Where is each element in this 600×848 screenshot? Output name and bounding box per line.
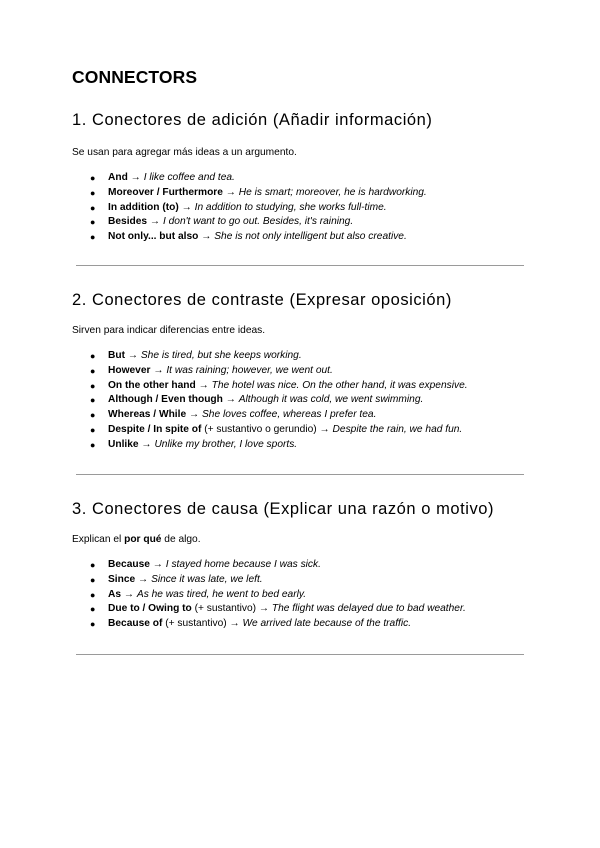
section-divider xyxy=(76,474,524,475)
bullet-icon: ● xyxy=(90,560,96,570)
list-item: ● Whereas / While → She loves coffee, whereas I prefer tea. xyxy=(72,408,468,423)
bullet-icon: ● xyxy=(90,439,96,450)
section-divider xyxy=(76,265,524,266)
section-intro: Sirven para indicar diferencias entre ideas. xyxy=(72,325,266,336)
list-item: ● Not only... but also → She is not only intelligent but also creative. xyxy=(72,230,427,245)
connector-list xyxy=(72,558,466,632)
connector-list xyxy=(72,171,427,245)
list-item: ● Besides → I don't want to go out. Besides, it's raining. xyxy=(72,215,427,230)
list-item: ● Due to / Owing to (+ sustantivo) → The flight was delayed due to bad weather. xyxy=(72,602,466,617)
list-item: ● Because of (+ sustantivo) → We arrived late because of the traffic. xyxy=(72,617,466,632)
list-item: ● But → She is tired, but she keeps working. xyxy=(72,349,468,364)
section-heading: 2. Conectores de contraste (Expresar oposición) xyxy=(72,291,452,309)
list-item: ● Although / Even though → Although it was cold, we went swimming. xyxy=(72,393,468,408)
bullet-icon: ● xyxy=(90,395,96,406)
section-intro: Explican el por qué de algo. xyxy=(72,534,201,545)
section-contrast xyxy=(72,290,524,450)
list-item: ● As → As he was tired, he went to bed early. xyxy=(72,588,466,603)
section-divider xyxy=(76,654,524,655)
section-addition xyxy=(72,110,524,243)
bullet-icon: ● xyxy=(90,365,96,376)
bullet-icon: ● xyxy=(90,619,96,630)
list-item: ● On the other hand → The hotel was nice. On the other hand, it was expensive. xyxy=(72,379,468,394)
bullet-icon: ● xyxy=(90,410,96,421)
list-item: ● Moreover / Furthermore → He is smart; moreover, he is hardworking. xyxy=(72,186,427,201)
bullet-icon: ● xyxy=(90,202,96,213)
bullet-icon: ● xyxy=(90,173,96,183)
connector-list xyxy=(72,349,468,453)
bullet-icon: ● xyxy=(90,232,96,243)
document-title: CONNECTORS xyxy=(72,67,198,87)
list-item: ● Since → Since it was late, we left. xyxy=(72,573,466,588)
section-intro: Se usan para agregar más ideas a un argumento. xyxy=(72,147,297,158)
section-heading: 1. Conectores de adición (Añadir información) xyxy=(72,111,433,129)
list-item: ● Because → I stayed home because I was sick. xyxy=(72,558,466,573)
bullet-icon: ● xyxy=(90,380,96,391)
list-item: ● In addition (to) → In addition to studying, she works full-time. xyxy=(72,201,427,216)
bullet-icon: ● xyxy=(90,187,96,198)
list-item: ● Unlike → Unlike my brother, I love sports. xyxy=(72,438,468,453)
list-item: ● And → I like coffee and tea. xyxy=(72,171,427,186)
bullet-icon: ● xyxy=(90,424,96,435)
section-cause xyxy=(72,499,524,630)
bullet-icon: ● xyxy=(90,604,96,615)
bullet-icon: ● xyxy=(90,351,96,361)
bullet-icon: ● xyxy=(90,589,96,600)
bullet-icon: ● xyxy=(90,217,96,228)
bullet-icon: ● xyxy=(90,574,96,585)
list-item: ● However → It was raining; however, we went out. xyxy=(72,364,468,379)
section-heading: 3. Conectores de causa (Explicar una razón o motivo) xyxy=(72,500,495,518)
list-item: ● Despite / In spite of (+ sustantivo o gerundio) → Despite the rain, we had fun. xyxy=(72,423,468,438)
